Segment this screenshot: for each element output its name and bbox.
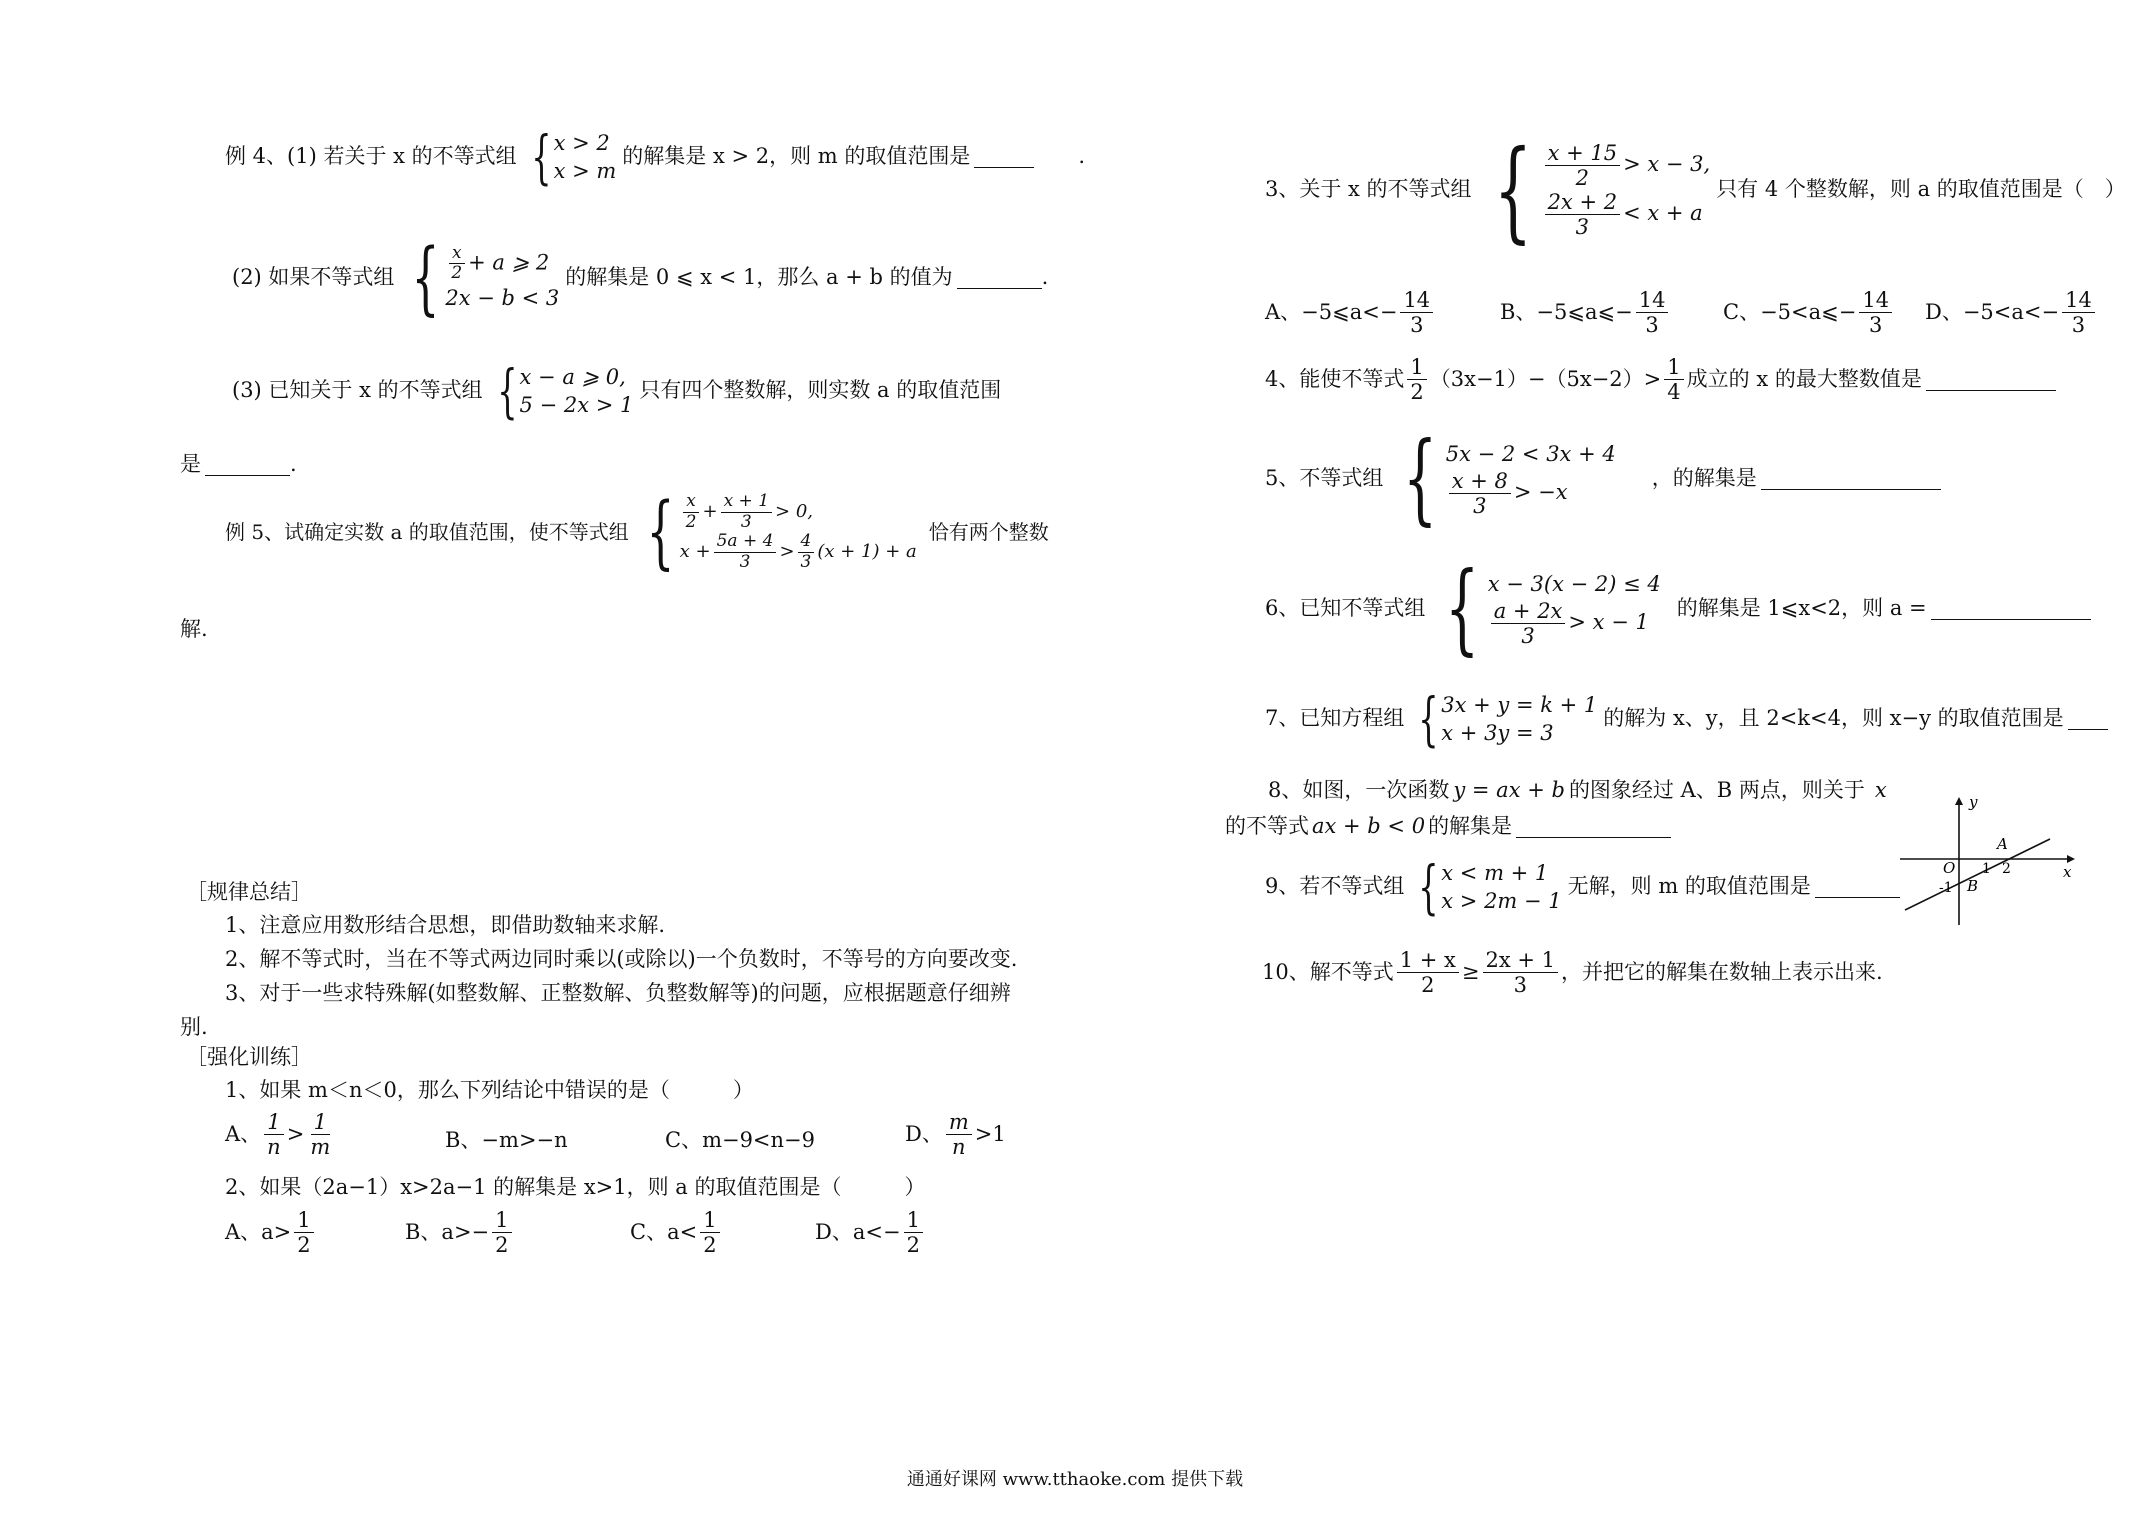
frac-num: x + 15 xyxy=(1545,141,1621,166)
frac-den: 4 xyxy=(1667,380,1681,405)
ex4-1-system xyxy=(523,123,617,191)
point-b-label: B xyxy=(1967,877,1979,895)
x-axis-arrow xyxy=(2067,855,2075,863)
q4-text-a: 4、能使不等式 xyxy=(1265,367,1405,392)
brace: { xyxy=(1493,126,1532,254)
q3-option-a[interactable] xyxy=(1265,288,1436,337)
frac-den: 3 xyxy=(1869,313,1883,338)
ex4-3-answer-blank[interactable] xyxy=(205,454,290,476)
q5-line2-rest: > −x xyxy=(1513,479,1568,504)
q8-answer-blank[interactable] xyxy=(1516,816,1671,838)
frac-num: 14 xyxy=(2062,288,2095,313)
q2-option-b[interactable] xyxy=(405,1208,515,1257)
ex5-text-b: 恰有两个整数 xyxy=(928,520,1049,545)
brace: { xyxy=(1418,685,1439,753)
ge: ≥ xyxy=(1461,960,1480,985)
brace: { xyxy=(646,485,675,579)
brace: { xyxy=(496,357,518,425)
q8-var: x xyxy=(1874,778,1887,802)
ex5-line2-rest: (x + 1) + a xyxy=(817,541,917,563)
q1-option-a[interactable] xyxy=(225,1110,336,1159)
q8-line-2 xyxy=(1225,814,1671,839)
training-q1: 1、如果 m＜n＜0，那么下列结论中错误的是（ ） xyxy=(225,1078,754,1102)
frac-den: 3 xyxy=(800,551,812,572)
frac-den: 3 xyxy=(1575,215,1589,240)
frac-den: m xyxy=(310,1135,331,1160)
frac-den: 2 xyxy=(1421,973,1435,998)
q10-text-b: ，并把它的解集在数轴上表示出来. xyxy=(1561,960,1883,985)
q8-text-a: 8、如图，一次函数 xyxy=(1268,778,1450,802)
q3-line2-rest: < x + a xyxy=(1623,201,1703,226)
frac-num: 4 xyxy=(798,532,815,553)
frac-den: 3 xyxy=(1521,623,1535,648)
q3-option-d[interactable] xyxy=(1925,288,2098,337)
brace: { xyxy=(1445,552,1480,666)
gt: > xyxy=(286,1122,305,1147)
q5-text-a: 5、不等式组 xyxy=(1265,466,1384,491)
q2-option-a[interactable] xyxy=(225,1208,317,1257)
frac-den: 3 xyxy=(740,511,752,532)
ex5-system xyxy=(635,485,917,579)
brace: { xyxy=(530,123,552,191)
ex4-2-answer-blank[interactable] xyxy=(957,267,1042,289)
frac-den: 2 xyxy=(906,1233,920,1258)
ex5-text-a: 例 5、试确定实数 a 的取值范围，使不等式组 xyxy=(225,520,629,545)
q4-answer-blank[interactable] xyxy=(1926,369,2056,391)
frac-num: 2x + 1 xyxy=(1483,948,1559,973)
frac-num: a + 2x xyxy=(1491,599,1566,624)
q1d-rest: >1 xyxy=(974,1122,1006,1147)
q3-text-a: 3、关于 x 的不等式组 xyxy=(1265,177,1472,202)
ex5-line2-a: x + xyxy=(679,541,711,563)
frac-num: 1 xyxy=(700,1208,719,1233)
page-footer: 通通好课网 www.tthaoke.com 提供下载 xyxy=(906,1469,1244,1490)
frac-num: 1 xyxy=(294,1208,313,1233)
q3-text-b: 只有 4 个整数解，则 a 的取值范围是（ ） xyxy=(1716,177,2126,202)
q7-text-b: 的解为 x、y，且 2<k<4，则 x−y 的取值范围是 xyxy=(1603,706,2064,731)
q2d-label: D、a<− xyxy=(815,1220,901,1245)
q1-option-b[interactable]: B、−m>−n xyxy=(445,1128,568,1152)
q6-line-1: x − 3(x − 2) ≤ 4 xyxy=(1487,572,1661,597)
q6-text-b: 的解集是 1⩽x<2，则 a = xyxy=(1676,596,1927,621)
q6-line2-rest: > x − 1 xyxy=(1568,609,1649,634)
frac-den: n xyxy=(952,1135,966,1160)
frac-den: 3 xyxy=(1645,313,1659,338)
ex4-2-sys-line-2: 2x − b < 3 xyxy=(445,285,560,310)
q6-system xyxy=(1431,552,1661,666)
ex5-line1-rest: > 0, xyxy=(775,501,814,523)
q8-line2-a: 的不等式 xyxy=(1225,814,1309,838)
frac-num: x + 8 xyxy=(1449,469,1511,494)
q3b-label: B、−5⩽a⩽− xyxy=(1500,300,1633,325)
frac-den: 3 xyxy=(2071,313,2086,338)
q7-line-2: x + 3y = 3 xyxy=(1441,721,1554,745)
frac-den: 2 xyxy=(1410,380,1424,405)
frac-den: 3 xyxy=(739,551,751,572)
frac-den: 2 xyxy=(703,1233,717,1258)
ex4-1-sys-line-1: x > 2 xyxy=(553,130,610,155)
example-4-part-1 xyxy=(225,123,1086,191)
q5-line-1: 5x − 2 < 3x + 4 xyxy=(1445,442,1616,467)
frac-num: x + 1 xyxy=(721,492,772,513)
frac-den: 3 xyxy=(1473,493,1487,518)
ex4-2-sys-line-1: + a ⩾ 2 xyxy=(468,250,550,275)
ex4-1-tail: . xyxy=(1078,144,1086,169)
summary-item-3: 3、对于一些求特殊解(如整数解、正整数解、负整数解等)的问题，应根据题意仔细辨 xyxy=(225,981,1011,1005)
tick-label-neg1: -1 xyxy=(1939,880,1953,896)
q2a-label: A、a> xyxy=(225,1220,292,1245)
q4-text-b: 成立的 x 的最大整数值是 xyxy=(1686,367,1922,392)
q7-system xyxy=(1410,685,1598,753)
q10-text-a: 10、解不等式 xyxy=(1262,960,1394,985)
ex4-3-line2-text: 是 xyxy=(180,452,201,476)
right-q3 xyxy=(1265,126,2126,254)
frac-num: 5a + 4 xyxy=(714,532,777,553)
q6-answer-blank[interactable] xyxy=(1931,598,2091,620)
brace: { xyxy=(1418,853,1439,921)
example-4-part-2 xyxy=(232,231,1049,324)
frac-den: 3 xyxy=(1513,973,1527,998)
frac-den: n xyxy=(267,1135,281,1160)
q1d-label: D、 xyxy=(905,1122,943,1147)
frac-den: 2 xyxy=(1575,165,1589,190)
q5-text-b: ，的解集是 xyxy=(1651,466,1757,491)
summary-item-2: 2、解不等式时，当在不等式两边同时乘以(或除以)一个负数时，不等号的方向要改变. xyxy=(225,947,1018,971)
ex4-3-text-a: (3) 已知关于 x 的不等式组 xyxy=(232,378,483,403)
ex4-3-line-2 xyxy=(180,452,297,477)
q1-option-c[interactable]: C、m−9<n−9 xyxy=(665,1128,816,1152)
q9-text-b: 无解，则 m 的取值范围是 xyxy=(1567,874,1811,899)
summary-title: ［规律总结］ xyxy=(186,880,312,904)
frac-den: 3 xyxy=(1410,313,1424,338)
q2c-label: C、a< xyxy=(630,1220,698,1245)
q3a-label: A、−5⩽a<− xyxy=(1265,300,1398,325)
frac-num: 2x + 2 xyxy=(1545,190,1621,215)
frac-num: 14 xyxy=(1859,288,1892,313)
right-q10 xyxy=(1262,948,1883,997)
right-q5 xyxy=(1265,422,1941,536)
x-axis-label: x xyxy=(2063,863,2072,881)
summary-item-1: 1、注意应用数形结合思想，即借助数轴来求解. xyxy=(225,913,666,937)
q1a-label: A、 xyxy=(225,1122,262,1147)
training-title: ［强化训练］ xyxy=(186,1045,312,1069)
q2-option-d[interactable] xyxy=(815,1208,926,1257)
q4-mid: （3x−1）−（5x−2）> xyxy=(1429,367,1662,392)
q2b-label: B、a>− xyxy=(405,1220,490,1245)
example-4-part-3 xyxy=(232,357,1002,425)
q3-option-c[interactable] xyxy=(1723,288,1895,337)
origin-label: O xyxy=(1943,859,1956,877)
y-axis-arrow xyxy=(1955,797,1963,805)
ex4-2-tail: . xyxy=(1041,265,1049,290)
frac-num: 1 xyxy=(492,1208,511,1233)
point-a-label: A xyxy=(1997,835,2008,853)
frac-den: 2 xyxy=(685,511,697,532)
ex4-2-text-a: (2) 如果不等式组 xyxy=(232,265,395,290)
frac-den: 2 xyxy=(495,1233,509,1258)
right-q9 xyxy=(1265,853,1900,921)
frac-num: 14 xyxy=(1400,288,1433,313)
right-q7 xyxy=(1265,685,2108,753)
frac-num: x xyxy=(449,244,465,265)
brace: { xyxy=(1403,422,1438,536)
frac-num: m xyxy=(946,1110,972,1135)
q9-line-1: x < m + 1 xyxy=(1441,860,1549,885)
frac-num: 1 + x xyxy=(1397,948,1459,973)
summary-item-3-cont: 别. xyxy=(180,1015,208,1039)
ex4-2-system xyxy=(400,231,560,324)
q2-option-c[interactable] xyxy=(630,1208,723,1257)
frac-den: 2 xyxy=(451,263,463,284)
ex4-1-text-b: 的解集是 x > 2，则 m 的取值范围是 xyxy=(622,144,971,169)
ex4-1-sys-line-2: x > m xyxy=(553,159,617,183)
q8-text-b: 的图象经过 A、B 两点，则关于 xyxy=(1568,778,1865,802)
ex4-3-system xyxy=(489,357,634,425)
q8-equation: y = ax + b xyxy=(1453,778,1565,802)
ex4-3-text-b: 只有四个整数解，则实数 a 的取值范围 xyxy=(639,378,1002,403)
ex4-3-tail: . xyxy=(290,452,297,476)
frac-den: 2 xyxy=(297,1233,311,1258)
q8-linear-function-graph xyxy=(1895,795,2075,930)
y-axis-label: y xyxy=(1969,795,1978,811)
q1-option-d[interactable] xyxy=(905,1110,1006,1159)
q8-inequality: ax + b < 0 xyxy=(1312,814,1426,838)
q3c-label: C、−5<a⩽− xyxy=(1723,300,1857,325)
right-q4 xyxy=(1265,355,2056,404)
function-line xyxy=(1905,839,2050,910)
q8-line2-b: 的解集是 xyxy=(1428,814,1513,838)
ex4-3-sys-line-1: x − a ⩾ 0, xyxy=(519,364,626,389)
ex4-1-answer-blank[interactable] xyxy=(974,146,1034,168)
q3d-label: D、−5<a<− xyxy=(1925,300,2060,325)
q9-system xyxy=(1410,853,1562,921)
ex4-1-text-a: 例 4、(1) 若关于 x 的不等式组 xyxy=(225,144,517,169)
plus: + xyxy=(702,501,718,523)
ex5-line-2: 解. xyxy=(180,617,208,641)
frac-num: 1 xyxy=(1664,355,1683,380)
q7-text-a: 7、已知方程组 xyxy=(1265,706,1405,731)
q9-text-a: 9、若不等式组 xyxy=(1265,874,1405,899)
brace: { xyxy=(411,231,440,324)
example-5 xyxy=(225,485,1049,579)
q3-system xyxy=(1478,126,1711,254)
q7-line-1: 3x + y = k + 1 xyxy=(1441,692,1598,717)
q5-system xyxy=(1389,422,1616,536)
q7-answer-blank[interactable] xyxy=(2068,708,2108,730)
frac-num: 1 xyxy=(904,1208,923,1233)
frac-num: 1 xyxy=(311,1110,330,1135)
q6-text-a: 6、已知不等式组 xyxy=(1265,596,1426,621)
training-q2: 2、如果（2a−1）x>2a−1 的解集是 x>1，则 a 的取值范围是（ ） xyxy=(225,1175,926,1199)
q9-line-2: x > 2m − 1 xyxy=(1441,889,1562,913)
q3-option-b[interactable] xyxy=(1500,288,1671,337)
tick-label-2: 2 xyxy=(2002,861,2011,877)
right-q6 xyxy=(1265,552,2091,666)
tick-label-1: 1 xyxy=(1982,861,1991,877)
right-q8 xyxy=(1268,778,1887,803)
frac-num: 14 xyxy=(1636,288,1669,313)
gt: > xyxy=(779,541,795,563)
frac-num: 1 xyxy=(1407,355,1426,380)
q3-line1-rest: > x − 3, xyxy=(1623,151,1711,176)
ex4-2-text-b: 的解集是 0 ⩽ x < 1，那么 a + b 的值为 xyxy=(565,265,953,290)
frac-num: 1 xyxy=(264,1110,283,1135)
q5-answer-blank[interactable] xyxy=(1761,468,1941,490)
frac-num: x xyxy=(683,492,699,513)
q9-answer-blank[interactable] xyxy=(1815,876,1900,898)
ex4-3-sys-line-2: 5 − 2x > 1 xyxy=(519,393,634,417)
